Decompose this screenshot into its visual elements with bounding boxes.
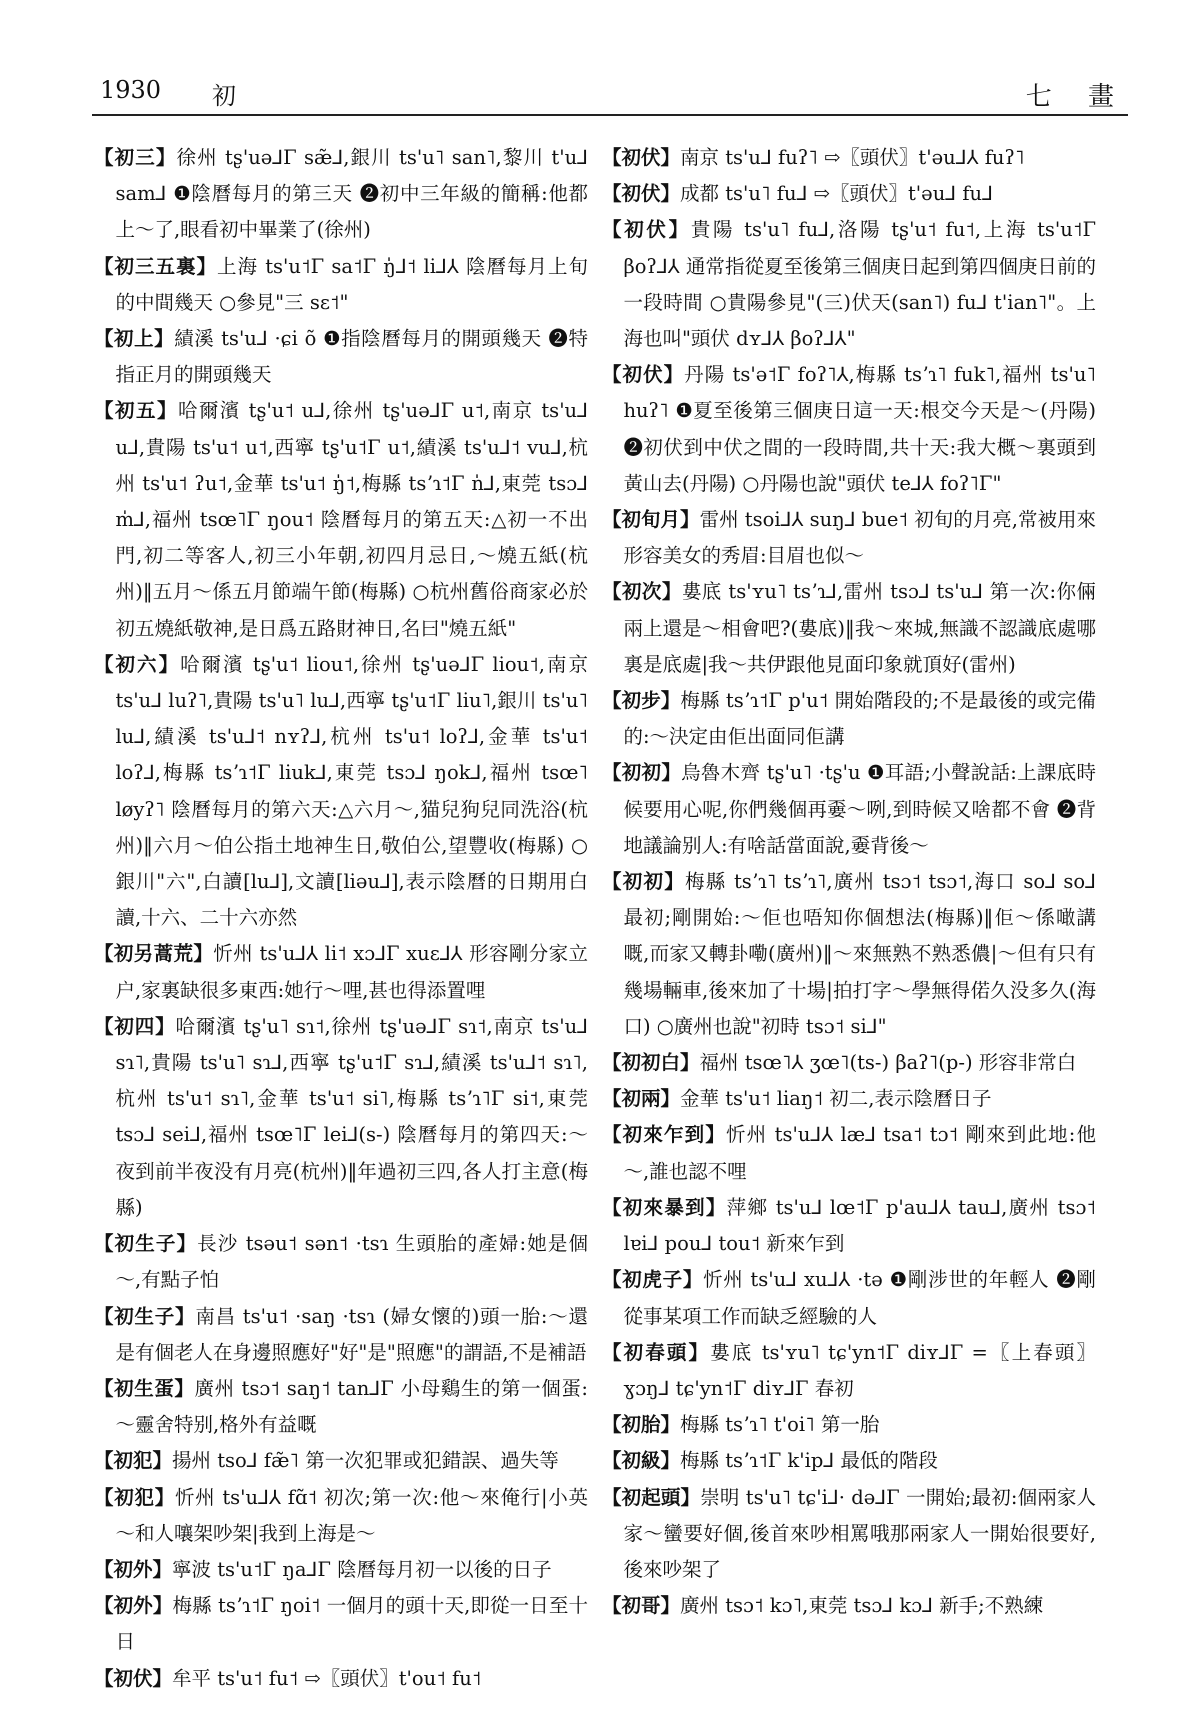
dictionary-entry	[602, 1443, 1096, 1479]
entry-definition: 婁底 ts'ʏu˥ tɕ'yn˦Γ diʏ⅃Γ =〖上春頭〗ɣɔŋ⅃ tɕ'yn˦Γ diʏ⅃Γ 春初	[623, 1340, 1096, 1400]
entry-headword: 【初初】	[602, 761, 682, 785]
dictionary-entry	[94, 393, 588, 646]
dictionary-entry	[602, 1045, 1096, 1081]
entry-headword: 【初春頭】	[602, 1340, 711, 1364]
entry-headword: 【初生蛋】	[94, 1376, 195, 1400]
entry-definition: 廣州 tsɔ˦ kɔ˥,東莞 tsɔ⅃ kɔ⅃ 新手;不熟練	[680, 1594, 1044, 1618]
entry-headword: 【初起頭】	[602, 1485, 701, 1509]
entry-headword: 【初四】	[94, 1014, 176, 1038]
entry-headword: 【初外】	[94, 1594, 173, 1618]
entry-definition: 梅縣 tsʼɿ˦Γ p'u˦ 開始階段的;不是最後的或完備的:～決定由佢出面同佢講	[623, 689, 1096, 749]
entry-headword: 【初六】	[94, 652, 181, 676]
entry-headword: 【初伏】	[602, 218, 691, 242]
entry-headword: 【初胎】	[602, 1413, 681, 1437]
entry-headword: 【初虎子】	[602, 1268, 704, 1292]
entry-headword: 【初初】	[602, 870, 685, 894]
entry-definition: 萍鄉 ts'u⅃ lœ˦Γ p'au⅃⅄ tau⅃,廣州 tsɔ˦ lɐi⅃ pou⅃ tou˦ 新來乍到	[623, 1195, 1096, 1256]
entry-definition: 梅縣 tsʼɿ˥ t'oi˥ 第一胎	[680, 1413, 880, 1437]
entry-headword: 【初步】	[602, 689, 681, 713]
entry-definition: 南京 ts'u⅃ fuʔ˥ ⇨〖頭伏〗t'əu⅃⅄ fuʔ˥	[680, 146, 1025, 169]
entry-headword: 【初來乍到】	[602, 1123, 726, 1147]
dictionary-entry	[602, 574, 1096, 683]
entry-headword: 【初伏】	[602, 182, 681, 206]
entry-headword: 【初來暴到】	[602, 1195, 727, 1219]
entry-definition: 長沙 tsəu˦ sən˦ ·tsɿ 生頭胎的產婦:她是個～,有點子怕	[115, 1232, 588, 1292]
entry-headword: 【初兩】	[602, 1087, 681, 1111]
entry-headword: 【初哥】	[602, 1594, 681, 1618]
entry-headword: 【初上】	[94, 327, 175, 351]
dictionary-entry	[602, 1117, 1096, 1189]
entry-definition: 揚州 tso⅃ fæ̃˥ 第一次犯罪或犯錯誤、過失等	[172, 1449, 559, 1473]
dictionary-entry	[94, 1371, 588, 1443]
entry-definition: 烏魯木齊 tʂ'u˥ ·tʂ'u ❶耳語;小聲說話:上課底時候要用心呢,你們幾個再嫑～咧,到時候又啥都不會 ❷背地議論别人:有啥話當面說,嫑背後～	[623, 761, 1096, 857]
dictionary-entry	[94, 1443, 588, 1479]
dictionary-entry	[602, 1081, 1096, 1117]
stroke-section: 七 畫	[1025, 82, 1128, 112]
dictionary-entry	[94, 1226, 588, 1298]
entry-headword: 【初另蒿荒】	[94, 942, 214, 966]
dictionary-entry	[94, 321, 588, 393]
dictionary-entry	[602, 1190, 1096, 1262]
entry-definition: 上海 ts'u˦Γ sa˦Γ ŋ̍⅃˦ li⅃⅄ 陰曆每月上旬的中間幾天 ○參見"三 sɛ˦"	[115, 254, 588, 314]
dictionary-entry	[94, 140, 588, 249]
dictionary-entry	[602, 1588, 1096, 1624]
entry-definition: 崇明 ts'u˥ tɕ'i⅃· də⅃Γ 一開始;最初:個兩家人家～蠻要好個,後首來吵相罵哦那兩家人一開始很要好,後來吵架了	[623, 1485, 1096, 1581]
dictionary-entry	[602, 502, 1096, 574]
entry-headword: 【初伏】	[602, 146, 681, 169]
entry-definition: 廣州 tsɔ˦ saŋ˦ tan⅃Γ 小母鷄生的第一個蛋:～靈舍特别,格外有益嘅	[115, 1376, 588, 1437]
entry-definition: 忻州 ts'u⅃⅄ fɑ̃˦ 初次;第一次:他～來俺行|小英～和人嚷架吵架|我到上海是～	[115, 1485, 588, 1545]
entry-definition: 婁底 ts'ʏu˥ tsʼɿ⅃,雷州 tsɔ⅃ ts'u⅃ 第一次:你倆兩上還是～相會吧?(婁底)‖我～來城,無識不認識底處哪裏是底處|我～共伊跟他見面印象就頂好(雷州)	[623, 580, 1096, 676]
dictionary-entry	[94, 1588, 588, 1660]
entry-definition: 哈爾濱 tʂ'u˥ sɿ˦,徐州 tʂ'uə⅃Γ sɿ˦,南京 ts'u⅃ sɿ˥,貴陽 ts'u˥ sɿ⅃,西寧 tʂ'u˦Γ sɿ⅃,績溪 ts'u⅃˦ sɿ˥,杭州 ts'u˦ sɿ˥,金華 ts'u˦ si˥,梅縣 tsʼɿ˥Γ si˦,東莞 tsɔ⅃ sei⅃,福州 tsœ˥Γ lei⅃(s-) 陰曆每月的第四天:～夜到前半夜没有月亮(杭州)‖年過初三四,各人打主意(梅縣)	[115, 1014, 588, 1219]
entry-headword: 【初三五裏】	[94, 254, 218, 278]
dictionary-entry	[602, 755, 1096, 864]
dictionary-entry	[94, 1480, 588, 1552]
left-column	[94, 140, 588, 1697]
entry-definition: 忻州 ts'u⅃⅄ læ⅃ tsa˦ tɔ˦ 剛來到此地:他～,誰也認不哩	[623, 1123, 1096, 1183]
dictionary-entry	[602, 1480, 1096, 1589]
entry-headword: 【初伏】	[602, 363, 685, 387]
dictionary-entry	[94, 647, 588, 937]
entry-headword: 【初伏】	[94, 1666, 173, 1690]
dictionary-entry	[602, 140, 1096, 176]
entry-definition: 梅縣 tsʼɿ˥ tsʼɿ˥,廣州 tsɔ˦ tsɔ˦,海口 so⅃ so⅃ 最初;剛開始:～佢也唔知你個想法(梅縣)‖佢～係噉講嘅,而家又轉卦嘞(廣州)‖～來無熟不熟悉儂|～但有只有幾場輛車,後來加了十場|拍打字～學無得偌久没多久(海口) ○廣州也說"初時 tsɔ˦ si⅃"	[623, 870, 1096, 1038]
page-header	[92, 72, 1128, 116]
entry-headword: 【初初白】	[602, 1051, 700, 1075]
entry-definition: 徐州 tʂ'uə⅃Γ sæ̃⅃,銀川 ts'u˥ san˥,黎川 t'u⅃ sam⅃ ❶陰曆每月的第三天 ❷初中三年級的簡稱:他都上～了,眼看初中畢業了(徐州)	[115, 146, 588, 242]
page-number: 1930	[100, 76, 162, 104]
dictionary-entry	[94, 1299, 588, 1371]
dictionary-entry	[94, 1009, 588, 1226]
dictionary-entry	[94, 1552, 588, 1588]
dictionary-entry	[602, 1262, 1096, 1334]
entry-headword: 【初級】	[602, 1449, 681, 1473]
entry-definition: 丹陽 ts'ə˦Γ foʔ˥⅄,梅縣 tsʼɿ˥ fuk˥,福州 ts'u˥ huʔ˥ ❶夏至後第三個庚日這一天:根交今天是～(丹陽) ❷初伏到中伏之間的一段時間,共十天:我大概～裏頭到黃山去(丹陽) ○丹陽也說"頭伏 te⅃⅄ foʔ˥Γ"	[623, 363, 1096, 495]
entry-definition: 貴陽 ts'u˥ fu⅃,洛陽 tʂ'u˦ fu˦,上海 ts'u˦Γ βoʔ⅃⅄ 通常指從夏至後第三個庚日起到第四個庚日前的一段時間 ○貴陽參見"(三)伏天(san˥) fu⅃ t'ian˥"。上海也叫"頭伏 dʏ⅃⅄ βoʔ⅃⅄"	[623, 218, 1096, 351]
entry-definition: 績溪 ts'u⅃ ·ɕi õ ❶指陰曆每月的開頭幾天 ❷特指正月的開頭幾天	[115, 327, 588, 387]
entry-definition: 寧波 ts'u˦Γ ŋa⅃Γ 陰曆每月初一以後的日子	[172, 1557, 552, 1581]
entry-definition: 哈爾濱 tʂ'u˦ liou˦,徐州 tʂ'uə⅃Γ liou˦,南京 ts'u⅃ luʔ˥,貴陽 ts'u˥ lu⅃,西寧 tʂ'u˦Γ liu˥,銀川 ts'u˥ lu⅃,績溪 ts'u⅃˦ nʏʔ⅃,杭州 ts'u˦ loʔ⅃,金華 ts'u˦ loʔ⅃,梅縣 tsʼɿ˦Γ liuk⅃,東莞 tsɔ⅃ ŋok⅃,福州 tsœ˥ løyʔ˥ 陰曆每月的第六天:△六月～,猫兒狗兒同洗浴(杭州)‖六月～伯公指土地神生日,敬伯公,望豐收(梅縣) ○銀川"六",白讀[lu⅃],文讀[liəu⅃],表示陰曆的日期用白讀,十六、二十六亦然	[115, 652, 588, 930]
dictionary-entry	[602, 212, 1096, 357]
entry-definition: 梅縣 tsʼɿ˦Γ ŋoi˦ 一個月的頭十天,即從一日至十日	[115, 1594, 588, 1654]
running-head-char: 初	[212, 82, 236, 110]
entry-definition: 忻州 ts'u⅃ xu⅃⅄ ·tə ❶剛涉世的年輕人 ❷剛從事某項工作而缺乏經驗的人	[623, 1268, 1096, 1328]
entry-definition: 哈爾濱 tʂ'u˦ u⅃,徐州 tʂ'uə⅃Γ u˦,南京 ts'u⅃ u⅃,貴陽 ts'u˦ u˦,西寧 tʂ'u˦Γ u˦,績溪 ts'u⅃˦ vu⅃,杭州 ts'u˦ ʔu˦,金華 ts'u˦ ŋ̍˦,梅縣 tsʼɿ˦Γ n̍⅃,東莞 tsɔ⅃ m̍⅃,福州 tsœ˥Γ ŋou˦ 陰曆每月的第五天:△初一不出門,初二等客人,初三小年朝,初四月忌日,～燒五紙(杭州)‖五月～係五月節端午節(梅縣) ○杭州舊俗商家必於初五燒紙敬神,是日爲五路財神日,名曰"燒五紙"	[115, 399, 588, 640]
entry-headword: 【初生子】	[94, 1232, 198, 1256]
entry-definition: 忻州 ts'u⅃⅄ li˦ xɔ⅃Γ xuɛ⅃⅄ 形容剛分家立户,家裏缺很多東西:她行～哩,甚也得添置哩	[115, 942, 588, 1002]
dictionary-entry	[602, 176, 1096, 212]
entry-headword: 【初犯】	[94, 1449, 173, 1473]
entry-headword: 【初生子】	[94, 1304, 196, 1328]
entry-definition: 金華 ts'u˦ liaŋ˦ 初二,表示陰曆日子	[680, 1087, 992, 1111]
entry-headword: 【初五】	[94, 399, 178, 423]
dictionary-entry	[602, 864, 1096, 1045]
dictionary-entry	[94, 1661, 588, 1697]
entry-definition: 雷州 tsoi⅃⅄ suŋ⅃ bue˦ 初旬的月亮,常被用來形容美女的秀眉:目眉也似～	[623, 508, 1096, 568]
entry-definition: 南昌 ts'u˦ ·saŋ ·tsɿ (婦女懷的)頭一胎:～還是有個老人在身邊照應好"好"是"照應"的謂語,不是補語	[115, 1304, 588, 1364]
entry-definition: 牟平 ts'u˦ fu˦ ⇨〖頭伏〗t'ou˦ fu˦	[172, 1666, 482, 1690]
right-column	[602, 140, 1096, 1624]
entry-headword: 【初犯】	[94, 1485, 175, 1509]
entry-headword: 【初三】	[94, 146, 177, 169]
entry-definition: 福州 tsœ˥⅄ ʒœ˥(ts-) βaʔ˥(p-) 形容非常白	[699, 1051, 1077, 1075]
dictionary-entry	[602, 683, 1096, 755]
dictionary-entry	[602, 357, 1096, 502]
dictionary-entry	[94, 936, 588, 1008]
entry-headword: 【初外】	[94, 1557, 173, 1581]
entry-definition: 梅縣 tsʼɿ˦Γ k'ip⅃ 最低的階段	[680, 1449, 938, 1473]
entry-headword: 【初次】	[602, 580, 682, 604]
entry-headword: 【初旬月】	[602, 508, 700, 532]
dictionary-entry	[602, 1407, 1096, 1443]
dictionary-entry	[602, 1335, 1096, 1407]
entry-definition: 成都 ts'u˥ fu⅃ ⇨〖頭伏〗t'əu⅃ fu⅃	[680, 182, 993, 206]
dictionary-entry	[94, 249, 588, 321]
